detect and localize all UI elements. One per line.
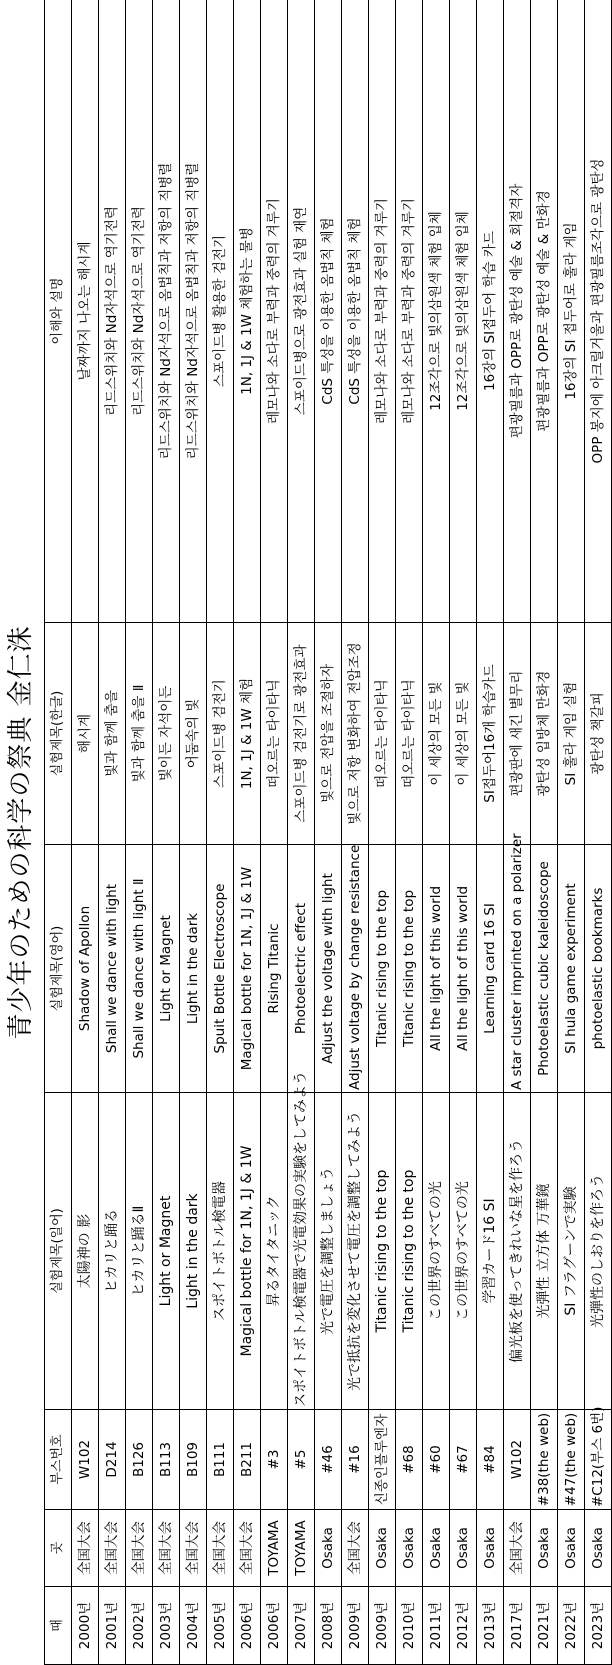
table-row [342,0,369,1665]
cell-title-ko: 스포이드병 검전기 [207,623,234,845]
cell-title-ko: 빛과 함께 춤을 [99,623,126,845]
cell-title-en: Titanic rising to the top [396,845,423,1093]
cell-title-en: Photoelectric effect [288,845,315,1093]
cell-year: 2009년 [342,1587,369,1665]
cell-venue: Osaka [531,1510,558,1587]
cell-booth: #60 [423,1410,450,1510]
cell-title-en: Shall we dance with light Ⅱ [126,845,153,1093]
cell-year: 2008년 [315,1587,342,1665]
table-row [72,0,99,1665]
cell-booth: B113 [153,1410,180,1510]
cell-explanation: 리드스위치와 Nd자석으로 역기전력 [99,0,126,623]
cell-title-en: A star cluster imprinted on a polarizer [504,845,531,1093]
cell-title-en: Adjust the voltage with light [315,845,342,1093]
cell-year: 2006년 [234,1587,261,1665]
cell-title-en: Shall we dance with light [99,845,126,1093]
cell-explanation: CdS 특성을 이용한 옴법칙 체험 [342,0,369,623]
cell-title-ja: Titanic rising to the top [369,1093,396,1410]
cell-title-ko: 스포이드병 검전기로 광전효과 [288,623,315,845]
table-row [153,0,180,1665]
cell-year: 2001년 [99,1587,126,1665]
cell-title-ja: この世界のすべての光 [423,1093,450,1410]
cell-title-ko: 빛으로 전압을 조절하자 [315,623,342,845]
cell-explanation: 리드스위치와 Nd자석으로 옴법칙과 저항의 직병렬 [180,0,207,623]
col-header-where: 곳 [45,1510,72,1587]
cell-explanation: 12조각으로 빛의삼원색 체험 입체 [423,0,450,623]
cell-venue: Osaka [396,1510,423,1587]
cell-venue: 全国大会 [504,1510,531,1587]
table-row [477,0,504,1665]
cell-title-en: SI hula game experiment [558,845,585,1093]
cell-title-ko: 1N, 1J & 1W 체험 [234,623,261,845]
cell-title-en: Photoelastic cubic kaleidoscope [531,845,558,1093]
cell-venue: 全国大会 [126,1510,153,1587]
cell-title-ja: 太陽神の 影 [72,1093,99,1410]
cell-booth: #68 [396,1410,423,1510]
cell-booth: #16 [342,1410,369,1510]
cell-booth: #46 [315,1410,342,1510]
table-row [99,0,126,1665]
cell-year: 2012년 [450,1587,477,1665]
cell-explanation: 16장의 SI접두어 학습 카드 [477,0,504,623]
table-row [423,0,450,1665]
cell-year: 2006년 [261,1587,288,1665]
cell-booth: #5 [288,1410,315,1510]
cell-year: 2021년 [531,1587,558,1665]
cell-title-ko: 해시계 [72,623,99,845]
cell-title-en: Magical bottle for 1N, 1J & 1W [234,845,261,1093]
cell-explanation: CdS 특성을 이용한 옴법칙 체험 [315,0,342,623]
cell-explanation: 레모나와 소다로 부력과 중력의 겨루기 [396,0,423,623]
col-header-title-ko: 실험제목(한글) [45,623,72,845]
table-row [585,0,612,1665]
cell-title-ja: 学習カード16 SI [477,1093,504,1410]
cell-year: 2002년 [126,1587,153,1665]
cell-booth: 신종인플루엔자 [369,1410,396,1510]
cell-title-ja: 偏光板を使ってきれいな星を作ろう [504,1093,531,1410]
cell-title-ja: 光弾性のしおりを作ろう [585,1093,612,1410]
cell-explanation: 날짜까지 나오는 해시계 [72,0,99,623]
cell-booth: W102 [504,1410,531,1510]
cell-title-ja: SI フラグーンで実験 [558,1093,585,1410]
cell-explanation: 리드스위치와 Nd자석으로 옴법칙과 저항의 직병렬 [153,0,180,623]
cell-venue: Osaka [477,1510,504,1587]
cell-explanation: 12조각으로 빛의삼원색 체험 입체 [450,0,477,623]
cell-venue: 全国大会 [153,1510,180,1587]
cell-title-ko: 빛으로 저항 변화하여 전압조정 [342,623,369,845]
cell-title-ja: スポイトボトル検電器 [207,1093,234,1410]
cell-booth: #C12(부스 6번) [585,1410,612,1510]
cell-explanation: 레모나와 소다로 부력과 중력의 겨루기 [369,0,396,623]
cell-booth: W102 [72,1410,99,1510]
cell-title-ja: 光で抵抗を変化させて電圧を調整してみよう [342,1093,369,1410]
cell-year: 2009년 [369,1587,396,1665]
cell-explanation: 레모나와 소다로 부력과 중력의 겨루기 [261,0,288,623]
cell-title-ko: 떠오르는 타이타닉 [369,623,396,845]
cell-title-ko: 빛과 함께 춤을 Ⅱ [126,623,153,845]
cell-title-ko: 이 세상의 모든 빛 [423,623,450,845]
cell-year: 2011년 [423,1587,450,1665]
cell-title-ko: SI접두어16개 학습카드 [477,623,504,845]
cell-title-en: Light in the dark [180,845,207,1093]
cell-explanation: 1N, 1J & 1W 체험하는 물병 [234,0,261,623]
cell-title-ko: 빛이든 자석이든 [153,623,180,845]
table-row [126,0,153,1665]
cell-explanation: OPP 봉지에 아크릴거울과 편광필름조각으로 광탄성 [585,0,612,623]
cell-title-ja: この世界のすべての光 [450,1093,477,1410]
cell-title-en: Light or Magnet [153,845,180,1093]
cell-venue: 全国大会 [180,1510,207,1587]
col-header-title-en: 실험제목(영어) [45,845,72,1093]
cell-venue: 全国大会 [72,1510,99,1587]
cell-venue: 全国大会 [99,1510,126,1587]
cell-venue: TOYAMA [261,1510,288,1587]
col-header-when: 때 [45,1587,72,1665]
cell-year: 2007년 [288,1587,315,1665]
cell-title-ko: 어둠속의 빛 [180,623,207,845]
cell-title-ja: 昇るタイタニック [261,1093,288,1410]
table-row [450,0,477,1665]
cell-title-en: Learning card 16 SI [477,845,504,1093]
cell-booth: #38(the web) [531,1410,558,1510]
cell-title-en: Titanic rising to the top [369,845,396,1093]
cell-booth: #67 [450,1410,477,1510]
cell-title-en: Rising Titanic [261,845,288,1093]
events-table [44,0,612,1665]
cell-booth: D214 [99,1410,126,1510]
cell-venue: Osaka [315,1510,342,1587]
cell-year: 2003년 [153,1587,180,1665]
cell-title-ko: 떠오르는 타이타닉 [396,623,423,845]
cell-venue: Osaka [558,1510,585,1587]
cell-year: 2017년 [504,1587,531,1665]
cell-venue: 全国大会 [207,1510,234,1587]
cell-title-en: photoelastic bookmarks [585,845,612,1093]
cell-booth: B111 [207,1410,234,1510]
table-row [180,0,207,1665]
cell-title-en: Shadow of Apollon [72,845,99,1093]
cell-booth: B109 [180,1410,207,1510]
cell-title-en: Adjust voltage by change resistance [342,845,369,1093]
cell-venue: Osaka [585,1510,612,1587]
cell-title-ko: 떠오르는 타이타닉 [261,623,288,845]
table-row [369,0,396,1665]
table-row [504,0,531,1665]
cell-booth: #3 [261,1410,288,1510]
cell-title-ja: ヒカリと踊る [99,1093,126,1410]
cell-explanation: 16장의 SI 접두어로 훌라 게임 [558,0,585,623]
table-body [72,0,612,1665]
cell-year: 2013년 [477,1587,504,1665]
cell-year: 2022년 [558,1587,585,1665]
cell-explanation: 스포이드병으로 광전효과 실험 재연 [288,0,315,623]
cell-venue: 全国大会 [342,1510,369,1587]
cell-year: 2010년 [396,1587,423,1665]
cell-year: 2023년 [585,1587,612,1665]
page-title: 青少年のための科学の祭典 金仁洙 [6,625,36,1040]
cell-explanation: 리드스위치와 Nd자석으로 역기전력 [126,0,153,623]
col-header-explanation: 이해와 설명 [45,0,72,623]
cell-venue: Osaka [369,1510,396,1587]
cell-title-ko: 광탄성 책갈피 [585,623,612,845]
col-header-booth: 부스번호 [45,1410,72,1510]
table-row [288,0,315,1665]
cell-title-ko: 광탄성 입방체 만화경 [531,623,558,845]
cell-title-en: All the light of this world [423,845,450,1093]
cell-title-en: Spuit Bottle Electroscope [207,845,234,1093]
col-header-title-ja: 실험제목(일어) [45,1093,72,1410]
cell-explanation: 스포이드병 활용한 검전기 [207,0,234,623]
cell-explanation: 편광필름과 OPP로 광탄성 예술 & 회절격자 [504,0,531,623]
cell-booth: B211 [234,1410,261,1510]
cell-title-ko: 이 세상의 모든 빛 [450,623,477,845]
cell-title-ja: 光弾性 立方体 万華鏡 [531,1093,558,1410]
cell-venue: TOYAMA [288,1510,315,1587]
cell-title-ja: ヒカリと踊るⅡ [126,1093,153,1410]
table-row [207,0,234,1665]
cell-title-ja: スポイトボトル検電器で光電効果の実験をしてみよう [288,1093,315,1410]
table-row [531,0,558,1665]
table-row [558,0,585,1665]
cell-booth: #84 [477,1410,504,1510]
cell-title-ja: 光で電圧を調整しましょう [315,1093,342,1410]
cell-booth: B126 [126,1410,153,1510]
cell-title-ko: SI 훌라 게임 실험 [558,623,585,845]
cell-title-ja: Magical bottle for 1N, 1J & 1W [234,1093,261,1410]
table-row [315,0,342,1665]
table-row [234,0,261,1665]
cell-title-en: All the light of this world [450,845,477,1093]
cell-venue: Osaka [450,1510,477,1587]
cell-explanation: 편광필름과 OPP로 광탄성 예술 & 만화경 [531,0,558,623]
cell-venue: Osaka [423,1510,450,1587]
cell-title-ja: Titanic rising to the top [396,1093,423,1410]
cell-venue: 全国大会 [234,1510,261,1587]
cell-title-ja: Light or Magnet [153,1093,180,1410]
table-row [261,0,288,1665]
cell-title-ja: Light in the dark [180,1093,207,1410]
cell-year: 2004년 [180,1587,207,1665]
cell-year: 2005년 [207,1587,234,1665]
cell-year: 2000년 [72,1587,99,1665]
table-row [396,0,423,1665]
header-row [45,0,72,1665]
cell-title-ko: 편광판에 새긴 별무리 [504,623,531,845]
cell-booth: #47(the web) [558,1410,585,1510]
